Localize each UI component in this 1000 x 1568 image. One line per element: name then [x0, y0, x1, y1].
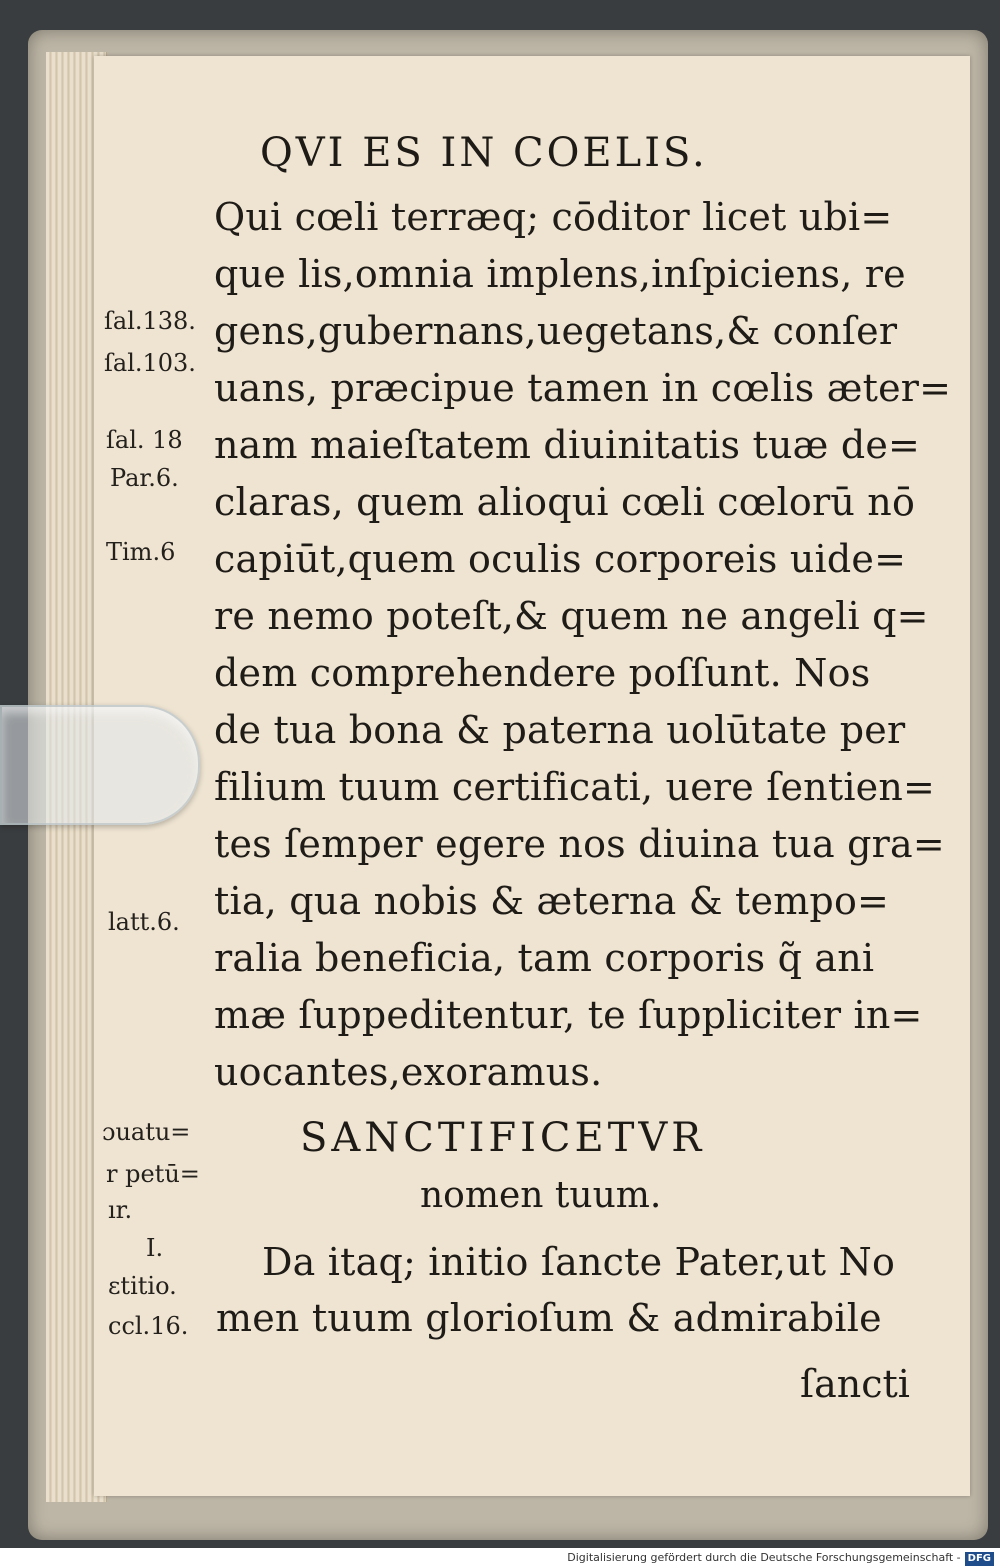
body-line: filium tuum certificati, uere ſentien= [214, 765, 936, 809]
body-line: claras, quem alioqui cœli cœlorū nō [214, 480, 916, 524]
body-line: tes ſemper egere nos diuina tua gra= [214, 822, 945, 866]
body-line: dem comprehendere poſſunt. Nos [214, 651, 871, 695]
margin-note: r petū= [106, 1160, 200, 1188]
section-subheading: nomen tuum. [420, 1175, 662, 1216]
footer-credit: Digitalisierung gefördert durch die Deutsche Forschungsgemeinschaft - [567, 1551, 961, 1564]
body-line: ralia beneficia, tam corporis q̃ ani [214, 936, 875, 980]
margin-note: ſal. 18 [106, 426, 183, 454]
body-line: de tua bona & paterna uolūtate per [214, 708, 906, 752]
body-line: Qui cœli terræq; cōditor licet ubi= [214, 195, 893, 239]
margin-note: I. [146, 1234, 164, 1262]
dfg-logo: DFG [965, 1552, 994, 1566]
digitization-footer [0, 1548, 1000, 1568]
margin-note: ır. [108, 1196, 133, 1224]
margin-note: ccl.16. [108, 1312, 189, 1340]
margin-note: latt.6. [108, 908, 180, 936]
body-line: tia, qua nobis & æterna & tempo= [214, 879, 890, 923]
margin-note: ſal.103. [104, 349, 196, 377]
body-line: nam maieſtatem diuinitatis tuæ de= [214, 423, 921, 467]
body-line: uans, præcipue tamen in cœlis æter= [214, 366, 952, 410]
margin-note: ſal.138. [104, 307, 196, 335]
body-line: re nemo poteſt,& quem ne angeli q= [214, 594, 929, 638]
body-line: que lis,omnia implens,inſpiciens, re [214, 252, 906, 296]
body-line: capiūt,quem oculis corporeis uide= [214, 537, 907, 581]
margin-note: Tim.6 [106, 538, 176, 566]
section-line: men tuum glorioſum & admirabile [216, 1296, 882, 1340]
body-line: mæ ſuppeditentur, te ſuppliciter in= [214, 993, 923, 1037]
section-line: Da itaq; initio ſancte Pater,ut No [262, 1240, 896, 1284]
margin-note: ɔuatu= [102, 1118, 191, 1146]
page-heading: QVI ES IN COELIS. [260, 130, 708, 176]
catchword: ſancti [800, 1362, 910, 1406]
margin-note: ɛtitio. [108, 1272, 177, 1300]
margin-note: Par.6. [110, 464, 179, 492]
plastic-clip [0, 705, 200, 825]
section-heading: SANCTIFICETVR [300, 1115, 706, 1161]
body-line: gens,gubernans,uegetans,& conſer [214, 309, 898, 353]
body-line: uocantes,exoramus. [214, 1050, 603, 1094]
